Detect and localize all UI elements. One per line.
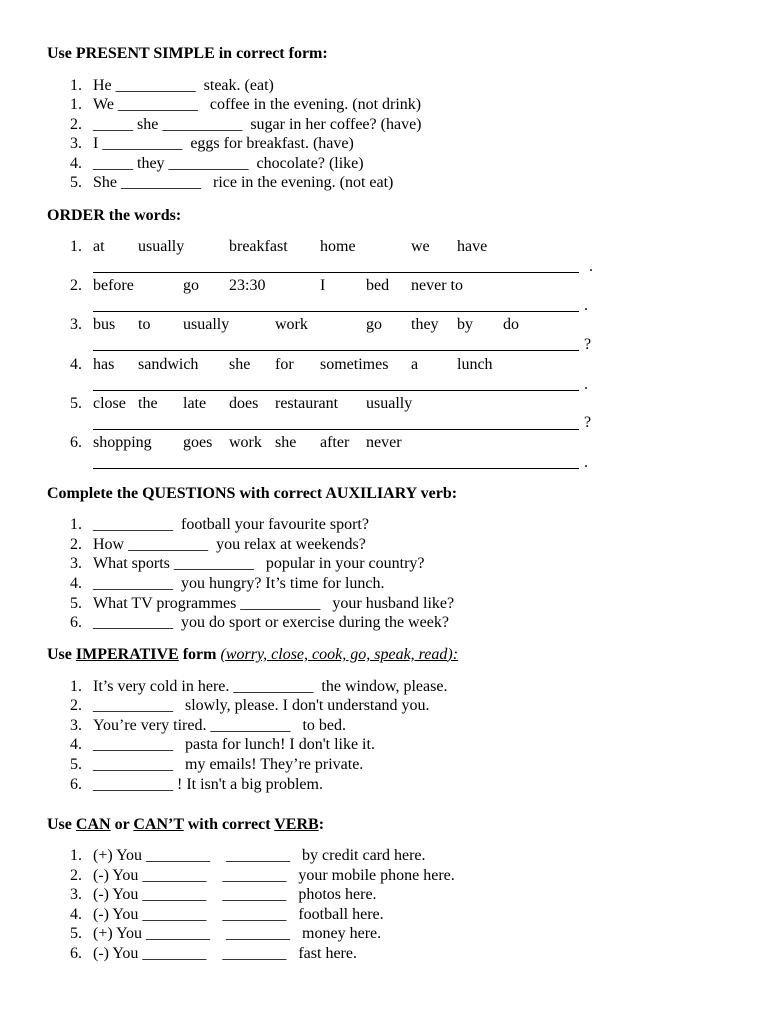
word: by [457, 316, 473, 333]
item-number: 5. [70, 925, 82, 942]
item-number: 1. [70, 238, 82, 255]
word: I [320, 277, 326, 294]
end-punctuation: ? [584, 336, 592, 353]
word: shopping [93, 434, 152, 451]
title-keyword: CAN [75, 816, 111, 833]
word: after [320, 434, 350, 451]
item-text: __________ football your favourite sport? [93, 516, 369, 533]
word: do [503, 316, 519, 333]
item-number: 1. [70, 678, 82, 695]
answer-line[interactable] [93, 350, 579, 351]
end-punctuation: . [584, 376, 588, 393]
answer-line[interactable] [93, 272, 579, 273]
item-number: 6. [70, 945, 82, 962]
item-text: (-) You ________ ________ photos here. [93, 886, 377, 903]
title-part: or [110, 816, 134, 833]
item-text: I __________ eggs for breakfast. (have) [93, 135, 354, 152]
word: usually [183, 316, 230, 333]
item-text: What sports __________ popular in your country? [93, 555, 425, 572]
word: usually [138, 238, 185, 255]
answer-line[interactable] [93, 390, 579, 391]
item-number: 3. [70, 886, 82, 903]
item-text: What TV programmes __________ your husband like? [93, 595, 455, 612]
item-text: We __________ coffee in the evening. (not drink) [93, 96, 422, 113]
section-order-words-title: ORDER the words: [47, 207, 182, 224]
item-text: How __________ you relax at weekends? [93, 536, 366, 553]
item-text: (-) You ________ ________ football here. [93, 906, 384, 923]
item-text: _____ they __________ chocolate? (like) [93, 155, 364, 172]
item-text: _____ she __________ sugar in her coffee? (have) [93, 116, 422, 133]
word: go [183, 277, 199, 294]
item-text: __________ ! It isn't a big problem. [93, 776, 323, 793]
item-number: 5. [70, 395, 82, 412]
title-part: Use [47, 816, 76, 833]
word: work [229, 434, 262, 451]
word: they [411, 316, 439, 333]
word: does [229, 395, 259, 412]
item-text: __________ you do sport or exercise during the week? [93, 614, 449, 631]
answer-line[interactable] [93, 429, 579, 430]
item-text: __________ you hungry? It’s time for lunch. [93, 575, 385, 592]
word: never to [411, 277, 463, 294]
answer-line[interactable] [93, 311, 579, 312]
word: work [275, 316, 308, 333]
word: goes [183, 434, 213, 451]
item-number: 2. [70, 697, 82, 714]
item-number: 6. [70, 614, 82, 631]
end-punctuation: . [584, 454, 588, 471]
item-text: She __________ rice in the evening. (not eat) [93, 174, 394, 191]
item-number: 3. [70, 717, 82, 734]
word: go [366, 316, 382, 333]
item-number: 4. [70, 575, 82, 592]
item-number: 1. [70, 847, 82, 864]
section-can-cant-title [47, 815, 324, 835]
item-number: 4. [70, 906, 82, 923]
word: lunch [457, 356, 493, 373]
title-part: Use [47, 646, 76, 663]
word: home [320, 238, 356, 255]
item-number: 2. [70, 116, 82, 133]
word: late [183, 395, 207, 412]
title-part: ( [220, 646, 226, 663]
title-keyword: VERB [274, 816, 319, 833]
item-number: 3. [70, 555, 82, 572]
item-text: (-) You ________ ________ fast here. [93, 945, 357, 962]
word: have [457, 238, 488, 255]
item-text: __________ pasta for lunch! I don't like it. [93, 736, 375, 753]
item-text: (+) You ________ ________ by credit card here. [93, 847, 426, 864]
item-number: 1. [70, 96, 82, 113]
word: for [275, 356, 294, 373]
title-part: form [178, 646, 221, 663]
word: she [229, 356, 251, 373]
end-punctuation: ? [584, 414, 592, 431]
item-number: 3. [70, 316, 82, 333]
item-number: 6. [70, 776, 82, 793]
item-number: 2. [70, 277, 82, 294]
word: sandwich [138, 356, 199, 373]
item-text: __________ slowly, please. I don't understand you. [93, 697, 430, 714]
title-part: with correct [183, 816, 275, 833]
section-questions-title: Complete the QUESTIONS with correct AUXILIARY verb: [47, 485, 458, 502]
section-present-simple-title: Use PRESENT SIMPLE in correct form: [47, 45, 328, 62]
word: close [93, 395, 126, 412]
end-punctuation: . [584, 297, 588, 314]
item-number: 1. [70, 516, 82, 533]
title-keyword: IMPERATIVE [75, 646, 179, 663]
title-part: : [318, 816, 325, 833]
item-number: 5. [70, 595, 82, 612]
word: never [366, 434, 402, 451]
word: usually [366, 395, 413, 412]
item-number: 5. [70, 756, 82, 773]
item-number: 2. [70, 867, 82, 884]
word: restaurant [275, 395, 339, 412]
item-number: 3. [70, 135, 82, 152]
word: to [138, 316, 151, 333]
item-number: 4. [70, 736, 82, 753]
word: breakfast [229, 238, 288, 255]
word: sometimes [320, 356, 389, 373]
title-part: ): [447, 646, 459, 663]
word: she [275, 434, 297, 451]
item-number: 5. [70, 174, 82, 191]
item-text: (+) You ________ ________ money here. [93, 925, 382, 942]
word: at [93, 238, 105, 255]
item-text: You’re very tired. __________ to bed. [93, 717, 347, 734]
item-text: It’s very cold in here. __________ the window, please. [93, 678, 448, 695]
section-imperative-title [47, 645, 458, 665]
word: has [93, 356, 115, 373]
item-number: 4. [70, 155, 82, 172]
end-punctuation: . [589, 258, 593, 275]
word: bus [93, 316, 116, 333]
item-number: 1. [70, 77, 82, 94]
item-number: 6. [70, 434, 82, 451]
word: a [411, 356, 419, 373]
title-keyword: CAN’T [133, 816, 184, 833]
item-text: He __________ steak. (eat) [93, 77, 274, 94]
item-text: __________ my emails! They’re private. [93, 756, 364, 773]
item-number: 2. [70, 536, 82, 553]
item-number: 4. [70, 356, 82, 373]
answer-line[interactable] [93, 468, 579, 469]
word: before [93, 277, 134, 294]
word: 23:30 [229, 277, 266, 294]
verb-list: worry, close, cook, go, speak, read [225, 646, 448, 663]
item-text: (-) You ________ ________ your mobile phone here. [93, 867, 455, 884]
word: we [411, 238, 430, 255]
word: the [138, 395, 158, 412]
word: bed [366, 277, 390, 294]
